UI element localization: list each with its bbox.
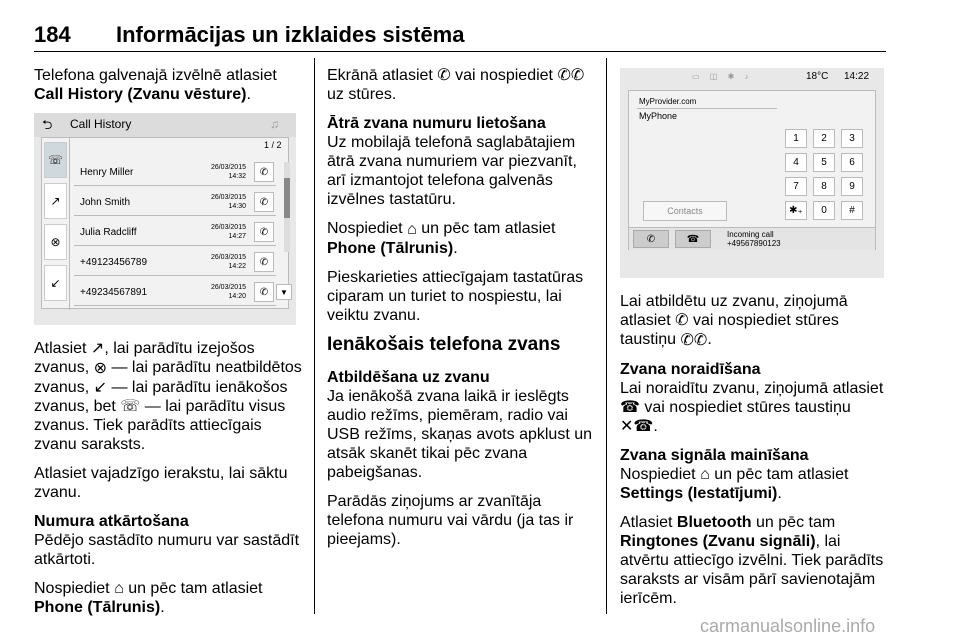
clock: 14:22 [844,71,870,82]
section-heading: Atbildēšana uz zvanu [327,368,490,386]
music-icon: ♫ [270,117,279,131]
scrollbar-thumb [284,178,290,218]
phone-screen [628,90,876,250]
running-title: Informācijas un izklaides sistēma [116,22,465,47]
scroll-down-icon: ▼ [276,284,292,300]
incoming-call-bar [629,227,875,250]
screen-title: Call History [70,117,132,131]
paragraph: Ja ienākošā zvana laikā ir ieslēgts audio režīms, piemēram, radio vai USB režīms, skaņas avots apklust un atsāk skanēt tikai pēc zvana pabeigšanas. [327,387,592,481]
key-4: 4 [785,153,807,172]
phone-icon: ✆ [254,252,274,272]
paragraph: Parādās ziņojums ar zvanītāja telefona numuru vai vārdu (ja tas ir pieejams). [327,492,574,548]
phone-icon: ✆ [254,192,274,212]
call-date: 26/03/2015 14:30 [210,194,246,210]
call-date: 26/03/2015 14:20 [210,284,246,300]
column-left [34,66,302,114]
home-icon: ⌂ [114,580,124,598]
paragraph: Lai atbildētu uz zvanu, ziņojumā atlasiet ✆ vai nospiediet stūres taustiņu ✆✆. [620,293,848,349]
paragraph: Ekrānā atlasiet ✆ vai nospiediet ✆✆ uz stūres. [327,67,585,104]
paragraph: Atlasiet Bluetooth un pēc tam Ringtones (Zvanu signāli), lai atvērtu attiecīgo izvēlni. Tiek parādīts saraksts ar visām pārī savienotajām ierīcēm. [620,514,884,608]
provider-name: MyProvider.com [639,97,697,106]
contact-name: John Smith [80,197,131,208]
phone-icon: ✆ [437,67,451,85]
paragraph: Pēdējo sastādīto numuru var sastādīt atkārtoti. [34,532,300,569]
incoming-call-info: Incoming call +49567890123 [727,230,781,248]
phone-icon: ✆ [254,282,274,302]
incoming-call-icon: ↙ [93,378,107,396]
key-star: ✱₊ [785,201,807,220]
phone-icon: ✆ [675,312,689,330]
section-heading: Zvana signāla mainīšana [620,447,809,465]
key-9: 9 [841,177,863,196]
temperature: 18°C [806,71,829,82]
key-5: 5 [813,153,835,172]
key-7: 7 [785,177,807,196]
missed-call-icon: ⊗ [93,359,107,377]
outgoing-calls-icon: ↗ [44,183,67,219]
column-right [620,292,888,618]
home-icon: ⌂ [700,466,710,484]
page-header [34,8,886,52]
paragraph: Lai noraidītu zvanu, ziņojumā atlasiet ☎ vai nospiediet stūres taustiņu ✕☎. [620,379,884,436]
section-heading: Zvana noraidīšana [620,360,761,378]
watermark: carmanualsonline.info [700,616,876,636]
all-calls-icon: ☏ [44,142,67,178]
contact-name: +49234567891 [80,287,148,298]
paragraph: Atlasiet ↗, lai parādītu izejošos zvanus, ⊗ — lai parādītu neatbildētos zvanus, ↙ — lai parādītu ienākošos zvanus, bet ☏ — lai parādītu visus zvanus. Tiek parādīts attiecīgais zvanu saraksts. [34,340,302,454]
paragraph: Nospiediet ⌂ un pēc tam atlasiet Phone (Tālrunis). [34,580,263,617]
accept-call-icon: ✆ [633,230,669,248]
key-6: 6 [841,153,863,172]
key-hash: # [841,201,863,220]
column-divider [314,58,315,614]
steering-phone-icon: ✆✆ [680,331,708,349]
paragraph: Pieskarieties attiecīgajam tastatūras ciparam un turiet to nospiestu, lai veiktu zvanu. [327,268,584,324]
missed-calls-icon: ⊗ [44,224,67,260]
list-item [74,250,276,276]
paragraph: Nospiediet ⌂ un pēc tam atlasiet Phone (Tālrunis). [327,220,556,257]
section-heading: Numura atkārtošana [34,513,189,531]
call-list-screen [41,137,289,309]
title-bar [34,113,296,137]
column-left-lower [34,339,304,627]
reject-call-icon: ☎ [675,230,711,248]
paragraph: Nospiediet ⌂ un pēc tam atlasiet Settings (Iestatījumi). [620,466,849,503]
column-divider [606,58,607,614]
all-calls-icon: ☏ [120,398,141,416]
filter-sidebar [42,138,70,310]
steering-phone-icon: ✆✆ [557,67,585,85]
phone-icon: ✆ [254,162,274,182]
paragraph: Atlasiet vajadzīgo ierakstu, lai sāktu zvanu. [34,465,288,502]
page-indicator: 1 / 2 [264,140,282,150]
key-1: 1 [785,129,807,148]
key-3: 3 [841,129,863,148]
list-item [74,160,276,186]
paragraph: Uz mobilajā telefonā saglabātajiem ātrā zvana numuriem var piezvanīt, arī izmantojot telefona galvenās izvēlnes tastatūru. [327,134,577,209]
section-title: Ienākošais telefona zvans [327,333,561,355]
status-icons: ▭ ◫ ✱ ♪ [692,72,753,81]
incoming-calls-icon: ↙ [44,265,67,301]
steering-hang-up-icon: ✕☎ [620,418,654,436]
list-item [74,280,276,306]
call-date: 26/03/2015 14:22 [210,254,246,270]
key-0: 0 [813,201,835,220]
paragraph: Telefona galvenajā izvēlnē atlasiet Call History (Zvanu vēsture). [34,67,277,103]
key-8: 8 [813,177,835,196]
list-item [74,220,276,246]
column-middle [327,66,597,559]
contact-name: Henry Miller [80,167,134,178]
incoming-call-screenshot [620,68,884,278]
key-2: 2 [813,129,835,148]
contact-name: +49123456789 [80,257,148,268]
section-heading: Ātrā zvana numuru lietošana [327,115,546,133]
list-item [74,190,276,216]
contact-name: Julia Radcliff [80,227,137,238]
home-icon: ⌂ [407,220,417,238]
call-history-screenshot [34,113,296,325]
phone-name: MyPhone [639,111,678,121]
call-date: 26/03/2015 14:27 [210,224,246,240]
contacts-button: Contacts [643,201,727,221]
back-icon: ⮌ [42,117,53,132]
phone-icon: ✆ [254,222,274,242]
hang-up-icon: ☎ [620,398,640,416]
status-bar [620,68,884,90]
outgoing-call-icon: ↗ [90,340,105,358]
call-date: 26/03/2015 14:32 [210,164,246,180]
page-number: 184 [34,22,71,47]
